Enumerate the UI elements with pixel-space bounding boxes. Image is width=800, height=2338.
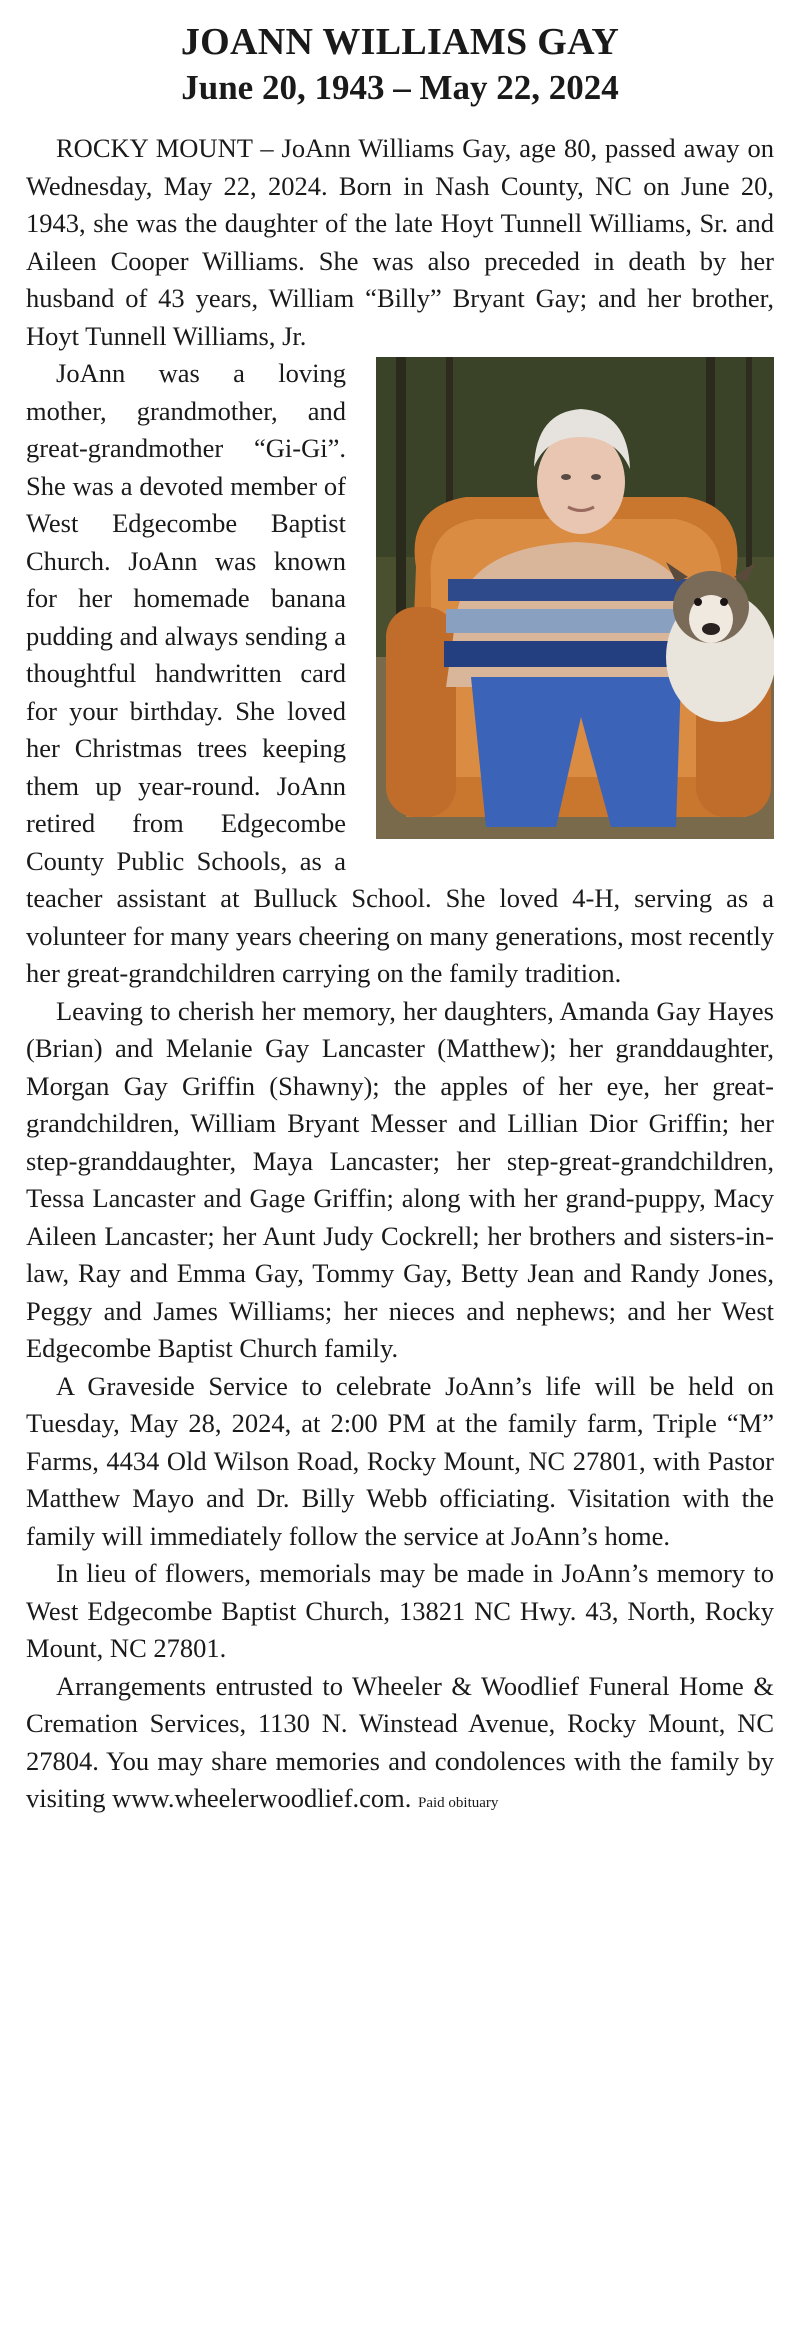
paragraph-memorials: In lieu of flowers, memorials may be made in JoAnn’s memory to West Edgecombe Baptist Church, 13821 NC Hwy. 43, North, Rocky Mount, NC 27801. [26, 1558, 774, 1664]
paragraph-survivors: Leaving to cherish her memory, her daughters, Amanda Gay Hayes (Brian) and Melanie Gay Lancaster (Matthew); her granddaughter, Morgan Gay Griffin (Shawny); the apples of her eye, her great-grandchildren, William Bryant Messer and Lillian Dior Griffin; her step-granddaughter, Maya Lancaster; her step-great-grandchildren, Tessa Lancaster and Gage Griffin; along with her grand-puppy, Macy Aileen Lancaster; her Aunt Judy Cockrell; her brothers and sisters-in-law, Ray and Emma Gay, Tommy Gay, Betty Jean and Randy Jones, Peggy and James Williams; her nieces and nephews; and her West Edgecombe Baptist Church family. [26, 995, 774, 1364]
deceased-name: JOANN WILLIAMS GAY [180, 21, 620, 63]
paragraph-life: JoAnn was a loving mother, grandmother, and great-grandmother “Gi-Gi”. She was a devoted member of West Edgecombe Baptist Church. JoAnn was known for her homemade banana pudding and always sending a thoughtful handwritten card for your birthday. She loved her Christmas trees keeping them up year-round. JoAnn retired from Edgecombe County Public Schools, as a teacher assistant at Bulluck School. She loved 4-H, serving as a volunteer for many years cheering on many generations, most recently her great-grandchildren carrying on the family tradition. [26, 358, 774, 989]
obituary-header [26, 20, 774, 108]
paragraph-arrangements [26, 1668, 774, 1823]
paid-obituary-label: Paid obituary [418, 1795, 499, 1812]
portrait-photo [376, 357, 774, 839]
paragraph-intro: ROCKY MOUNT – JoAnn Williams Gay, age 80, passed away on Wednesday, May 22, 2024. Born in Nash County, NC on June 20, 1943, she was the daughter of the late Hoyt Tunnell Williams, Sr. and Aileen Cooper Williams. She was also preceded in death by her husband of 43 years, William “Billy” Bryant Gay; and her brother, Hoyt Tunnell Williams, Jr. [26, 133, 774, 351]
life-dates: June 20, 1943 – May 22, 2024 [181, 67, 619, 107]
obituary-body [26, 130, 774, 1823]
arrangements-text: Arrangements entrusted to Wheeler & Woodlief Funeral Home & Cremation Services, 1130 N. Winstead Avenue, Rocky Mount, NC 27804. You may share memories and condolences with the family by visiting www.wheelerwoodlief.com. [26, 1670, 774, 1814]
paragraph-service: A Graveside Service to celebrate JoAnn’s life will be held on Tuesday, May 28, 2024, at 2:00 PM at the family farm, Triple “M” Farms, 4434 Old Wilson Road, Rocky Mount, NC 27801, with Pastor Matthew Mayo and Dr. Billy Webb officiating. Visitation with the family will immediately follow the service at JoAnn’s home. [26, 1370, 774, 1551]
